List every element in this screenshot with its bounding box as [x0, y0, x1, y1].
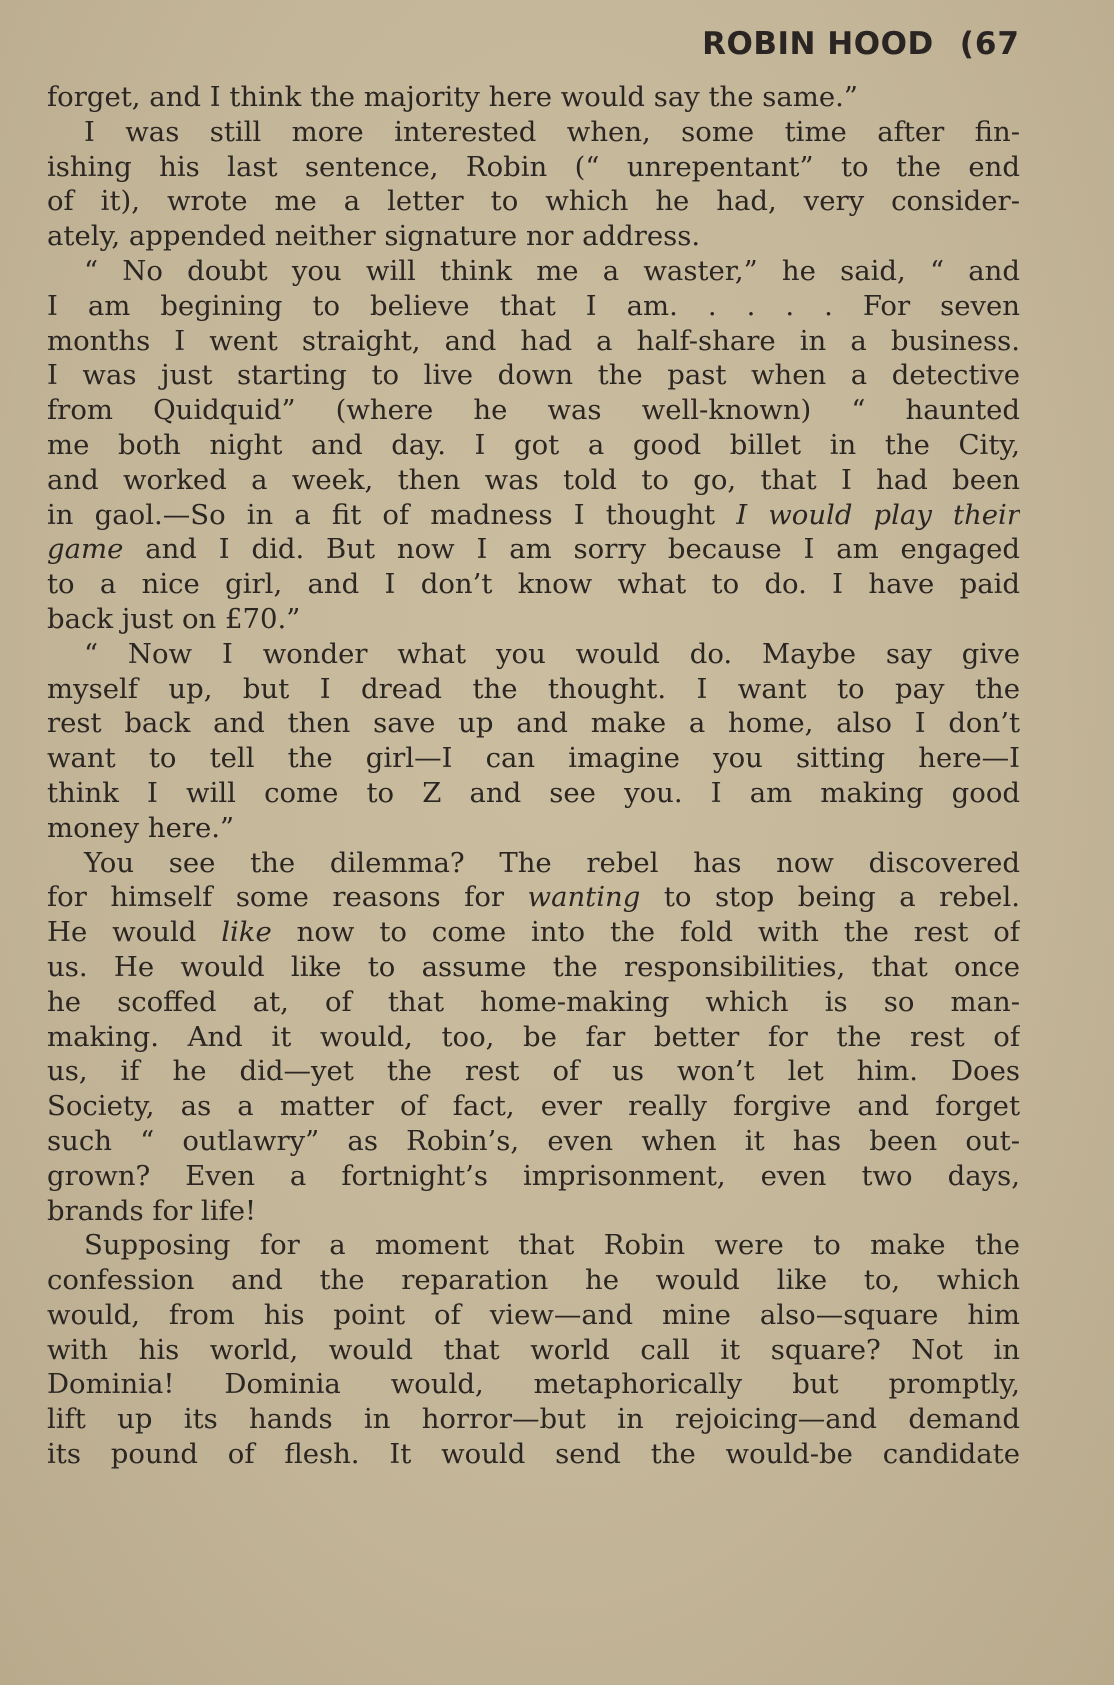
line-text: Supposing for a moment that Robin were to make the — [84, 1229, 1020, 1262]
text-line — [47, 1298, 1020, 1333]
line-text: us. He would like to assume the responsibilities, that once — [47, 950, 1020, 983]
text-line — [47, 1194, 1020, 1229]
italic-text: I would play their — [736, 498, 1020, 531]
line-text: think I will come to Z and see you. I am making good — [47, 776, 1020, 809]
line-text: such “ outlawry” as Robin’s, even when it has been out- — [47, 1124, 1020, 1157]
italic-text: like — [221, 916, 272, 949]
text-line — [47, 811, 1020, 846]
line-text: from Quidquid” (where he was well-known) “ haunted — [47, 394, 1020, 427]
line-text: its pound of flesh. It would send the would-be candidate — [47, 1438, 1020, 1471]
text-line — [47, 150, 1020, 185]
text-line — [47, 915, 1020, 950]
text-line — [47, 880, 1020, 915]
line-text: “ Now I wonder what you would do. Maybe say give — [84, 637, 1020, 670]
text-line — [47, 637, 1020, 672]
line-text: brands for life! — [47, 1194, 257, 1227]
body-text — [47, 80, 1020, 1472]
line-text-after: to stop being a rebel. — [640, 881, 1020, 914]
text-line — [47, 776, 1020, 811]
text-line — [47, 1054, 1020, 1089]
line-text: for himself some reasons for — [47, 881, 528, 914]
line-text: ately, appended neither signature nor address. — [47, 220, 701, 253]
text-line — [47, 254, 1020, 289]
line-text: I was still more interested when, some time after fin- — [84, 115, 1020, 148]
text-line — [47, 80, 1020, 115]
text-line — [47, 1124, 1020, 1159]
text-line — [47, 289, 1020, 324]
text-line — [47, 1159, 1020, 1194]
text-line — [47, 741, 1020, 776]
text-line — [47, 358, 1020, 393]
text-line — [47, 950, 1020, 985]
text-line — [47, 1402, 1020, 1437]
page-header — [702, 26, 1020, 62]
line-text: months I went straight, and had a half-share in a business. — [47, 324, 1020, 357]
text-line — [47, 1263, 1020, 1298]
line-text: making. And it would, too, be far better for the rest of — [47, 1020, 1020, 1053]
line-text: I was just starting to live down the past when a detective — [47, 359, 1020, 392]
text-line — [47, 219, 1020, 254]
line-text: Dominia! Dominia would, metaphorically but promptly, — [47, 1368, 1020, 1401]
line-text-after: now to come into the fold with the rest of — [271, 916, 1020, 949]
line-text: “ No doubt you will think me a waster,” he said, “ and — [84, 254, 1020, 287]
text-line — [47, 1333, 1020, 1368]
line-text: of it), wrote me a letter to which he had, very consider- — [47, 185, 1020, 218]
page-number: (67 — [959, 26, 1020, 62]
italic-text: game — [47, 533, 124, 566]
line-text: myself up, but I dread the thought. I want to pay the — [47, 672, 1020, 705]
line-text: money here.” — [47, 811, 235, 844]
line-text: to a nice girl, and I don’t know what to do. I have paid — [47, 568, 1020, 601]
line-text: He would — [47, 916, 222, 949]
line-text: me both night and day. I got a good billet in the City, — [47, 428, 1020, 461]
line-text: grown? Even a fortnight’s imprisonment, even two days, — [47, 1159, 1020, 1192]
text-line — [47, 1367, 1020, 1402]
text-line — [47, 1020, 1020, 1055]
text-line — [47, 846, 1020, 881]
text-line — [47, 115, 1020, 150]
text-line — [47, 1437, 1020, 1472]
line-text: Society, as a matter of fact, ever really forgive and forget — [47, 1090, 1020, 1123]
text-line — [47, 1089, 1020, 1124]
line-text: lift up its hands in horror—but in rejoicing—and demand — [47, 1403, 1020, 1436]
text-line — [47, 706, 1020, 741]
line-text: would, from his point of view—and mine also—square him — [47, 1298, 1020, 1331]
text-line — [47, 1228, 1020, 1263]
line-text: forget, and I think the majority here would say the same.” — [47, 81, 858, 113]
running-title: ROBIN HOOD — [702, 26, 934, 62]
line-text: and I did. But now I am sorry because I am engaged — [123, 533, 1020, 566]
text-line — [47, 324, 1020, 359]
text-line — [47, 393, 1020, 428]
text-line — [47, 532, 1020, 567]
line-text: want to tell the girl—I can imagine you sitting here—I — [47, 742, 1020, 775]
line-text: us, if he did—yet the rest of us won’t let him. Does — [47, 1055, 1020, 1088]
text-line — [47, 985, 1020, 1020]
line-text: he scoffed at, of that home-making which is so man- — [47, 985, 1020, 1018]
text-line — [47, 602, 1020, 637]
line-text: confession and the reparation he would like to, which — [47, 1264, 1020, 1297]
line-text: You see the dilemma? The rebel has now discovered — [84, 846, 1020, 879]
text-line — [47, 498, 1020, 533]
text-line — [47, 567, 1020, 602]
line-text: ishing his last sentence, Robin (“ unrepentant” to the end — [47, 150, 1020, 183]
line-text: I am begining to believe that I am. . . . . For seven — [47, 289, 1020, 322]
line-text: in gaol.—So in a fit of madness I thought — [47, 498, 737, 531]
text-line — [47, 463, 1020, 498]
text-line — [47, 428, 1020, 463]
line-text: rest back and then save up and make a home, also I don’t — [47, 707, 1020, 740]
line-text: and worked a week, then was told to go, that I had been — [47, 463, 1020, 496]
text-line — [47, 184, 1020, 219]
italic-text: wanting — [527, 881, 641, 914]
line-text: back just on £70.” — [47, 602, 301, 635]
text-line — [47, 672, 1020, 707]
line-text: with his world, would that world call it square? Not in — [47, 1333, 1020, 1366]
